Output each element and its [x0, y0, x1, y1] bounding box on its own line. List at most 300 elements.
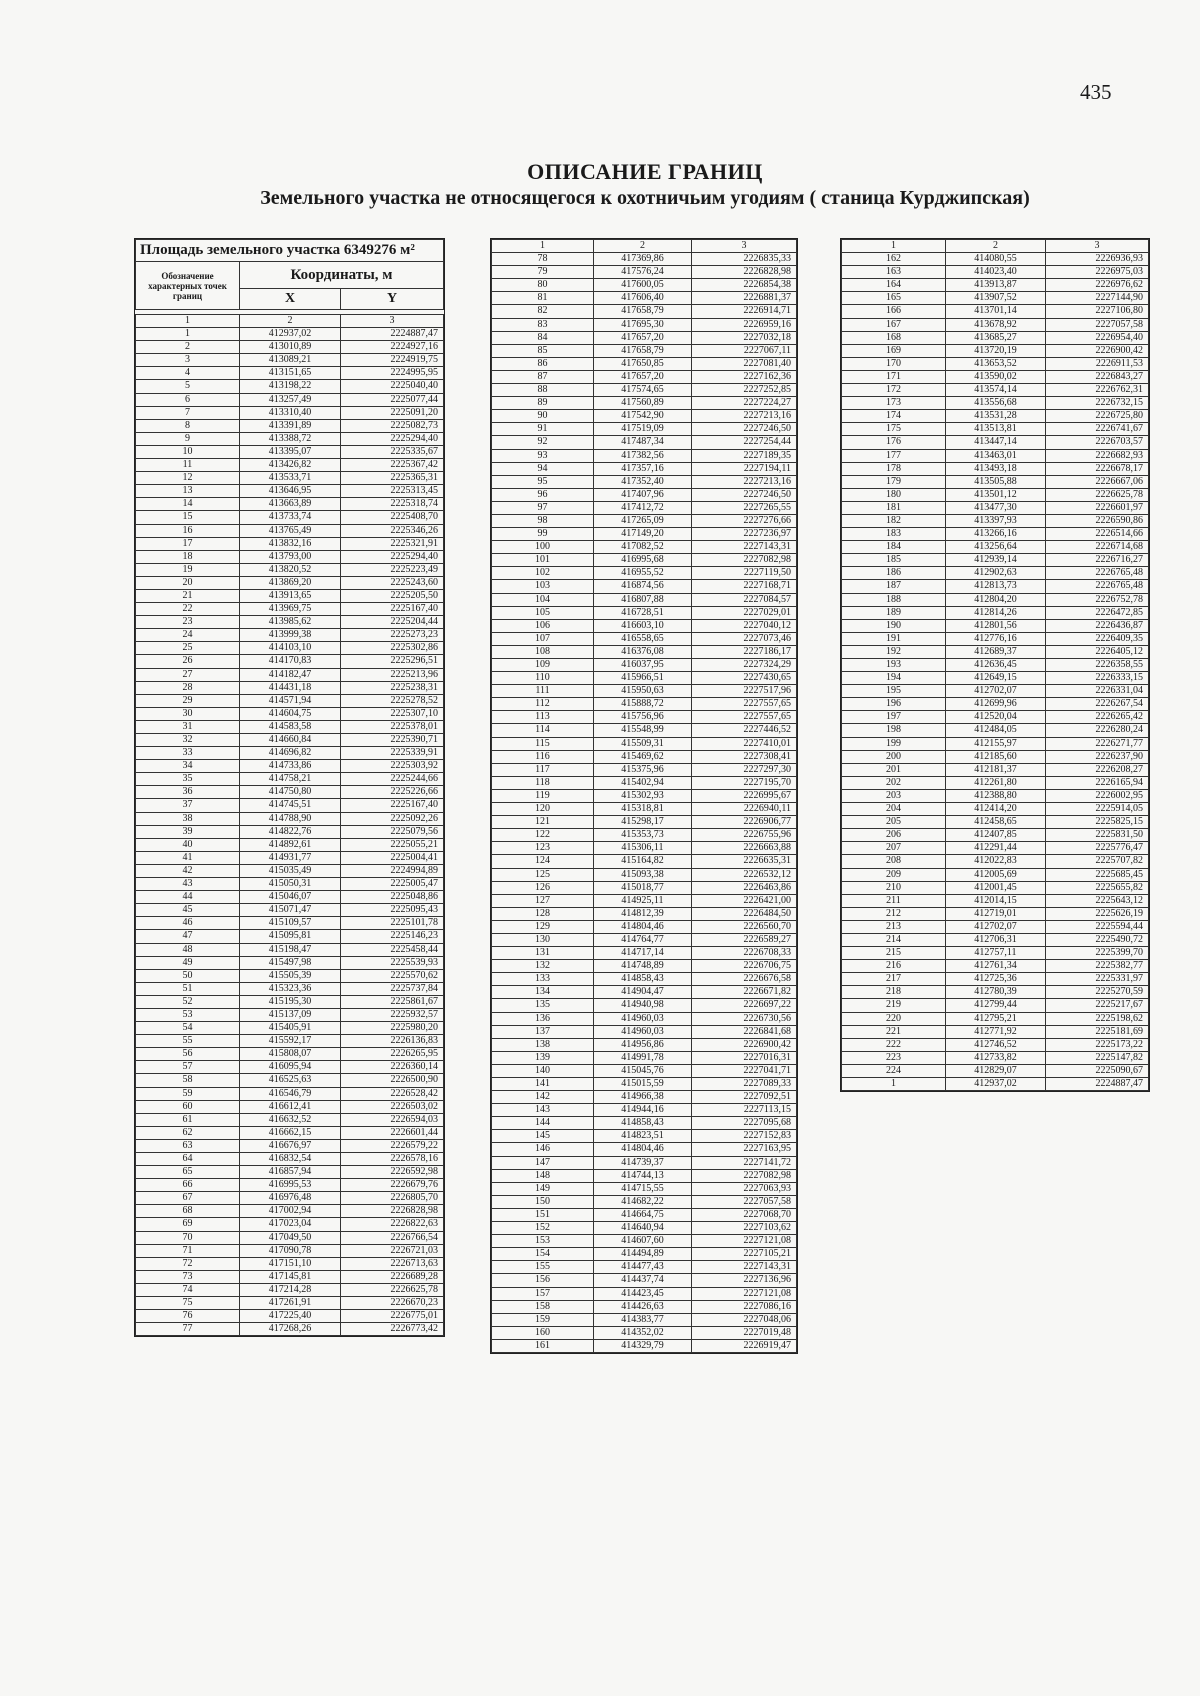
table-row [492, 593, 797, 606]
coord-x: 414717,14 [594, 947, 692, 960]
coord-x: 415298,17 [594, 816, 692, 829]
table-row [136, 524, 444, 537]
coord-y: 2226002,95 [1046, 789, 1149, 802]
point-number: 49 [136, 956, 240, 969]
table-row [842, 580, 1149, 593]
table-row [136, 432, 444, 445]
point-number: 99 [492, 528, 594, 541]
coord-x: 417145,81 [240, 1270, 341, 1283]
point-number: 25 [136, 642, 240, 655]
coord-x: 413198,22 [240, 380, 341, 393]
coord-x: 413151,65 [240, 367, 341, 380]
coord-y: 2227246,50 [692, 423, 797, 436]
coord-x: 414583,58 [240, 720, 341, 733]
table-row [492, 698, 797, 711]
point-number: 156 [492, 1274, 594, 1287]
table-row [136, 459, 444, 472]
coord-x: 414804,46 [594, 920, 692, 933]
coord-y: 2225181,69 [1046, 1025, 1149, 1038]
coord-x: 412458,65 [946, 816, 1046, 829]
coord-x: 415302,93 [594, 789, 692, 802]
point-number: 3 [136, 354, 240, 367]
coord-x: 416546,79 [240, 1087, 341, 1100]
coord-x: 412520,04 [946, 711, 1046, 724]
coord-y: 2226679,76 [341, 1179, 444, 1192]
coord-y: 2227246,50 [692, 488, 797, 501]
point-number: 197 [842, 711, 946, 724]
coord-x: 415323,36 [240, 982, 341, 995]
coord-x: 415950,63 [594, 685, 692, 698]
table-row [492, 475, 797, 488]
coord-x: 417560,89 [594, 397, 692, 410]
coord-x: 412719,01 [946, 907, 1046, 920]
coord-y: 2226594,03 [341, 1113, 444, 1126]
point-number: 26 [136, 655, 240, 668]
coord-y: 2225307,10 [341, 707, 444, 720]
table-row [842, 1078, 1149, 1091]
table-row [842, 606, 1149, 619]
coord-x: 413685,27 [946, 331, 1046, 344]
coord-y: 2225318,74 [341, 498, 444, 511]
area-label: Площадь земельного участка 6349276 м² [136, 240, 444, 262]
coord-y: 2227517,96 [692, 685, 797, 698]
coord-x: 412771,92 [946, 1025, 1046, 1038]
table-row [492, 1313, 797, 1326]
table-row [136, 603, 444, 616]
coord-x: 414660,84 [240, 734, 341, 747]
point-header: Обозначение характерных точек границ [136, 262, 240, 310]
page-number: 435 [1080, 80, 1112, 104]
point-number: 86 [492, 357, 594, 370]
table-row [136, 563, 444, 576]
point-number: 64 [136, 1153, 240, 1166]
coord-x: 412699,96 [946, 698, 1046, 711]
table-row [136, 969, 444, 982]
coord-x: 412185,60 [946, 750, 1046, 763]
coord-x: 414437,74 [594, 1274, 692, 1287]
coord-y: 2227324,29 [692, 659, 797, 672]
coord-x: 412804,20 [946, 593, 1046, 606]
coord-x: 413985,62 [240, 616, 341, 629]
table-row [136, 982, 444, 995]
coordinates-table-1 [134, 238, 445, 1337]
point-number: 114 [492, 724, 594, 737]
point-number: 223 [842, 1051, 946, 1064]
coord-x: 414739,37 [594, 1156, 692, 1169]
coord-y: 2226805,70 [341, 1192, 444, 1205]
table-row [842, 1025, 1149, 1038]
table-row [492, 711, 797, 724]
coord-y: 2226503,02 [341, 1100, 444, 1113]
coord-y: 2226828,98 [692, 266, 797, 279]
point-number: 128 [492, 907, 594, 920]
coord-x: 413391,89 [240, 419, 341, 432]
coord-x: 412780,39 [946, 986, 1046, 999]
coord-x: 416832,54 [240, 1153, 341, 1166]
coord-x: 414023,40 [946, 266, 1046, 279]
page-title: ОПИСАНИЕ ГРАНИЦ [527, 159, 763, 184]
table-row [842, 292, 1149, 305]
coord-x: 416976,48 [240, 1192, 341, 1205]
coord-x: 417657,20 [594, 331, 692, 344]
coord-x: 412291,44 [946, 842, 1046, 855]
point-number: 28 [136, 681, 240, 694]
coord-x: 412937,02 [240, 328, 341, 341]
point-number: 207 [842, 842, 946, 855]
table-row [842, 410, 1149, 423]
coord-y: 2225831,50 [1046, 829, 1149, 842]
table-1-header [135, 239, 444, 310]
table-row [492, 659, 797, 672]
coord-x: 414858,43 [594, 1117, 692, 1130]
coord-y: 2226265,42 [1046, 711, 1149, 724]
table-row [136, 878, 444, 891]
table-row [136, 799, 444, 812]
table-row [492, 907, 797, 920]
table-row [842, 501, 1149, 514]
coord-y: 2226514,66 [1046, 528, 1149, 541]
table-row [492, 763, 797, 776]
coord-x: 417214,28 [240, 1283, 341, 1296]
coord-x: 414745,51 [240, 799, 341, 812]
point-number: 188 [842, 593, 946, 606]
table-row [136, 720, 444, 733]
coord-y: 2226463,86 [692, 881, 797, 894]
point-number: 169 [842, 344, 946, 357]
table-row [842, 776, 1149, 789]
coord-x: 416662,15 [240, 1126, 341, 1139]
coord-x: 414804,46 [594, 1143, 692, 1156]
coord-x: 413426,82 [240, 459, 341, 472]
coord-x: 412388,80 [946, 789, 1046, 802]
coord-y: 2226237,90 [1046, 750, 1149, 763]
coord-x: 413556,68 [946, 397, 1046, 410]
coord-y: 2226421,00 [692, 894, 797, 907]
coord-y: 2226976,62 [1046, 279, 1149, 292]
table-row [492, 292, 797, 305]
point-number: 101 [492, 554, 594, 567]
coord-x: 416376,08 [594, 645, 692, 658]
coord-y: 2225390,71 [341, 734, 444, 747]
point-number: 17 [136, 537, 240, 550]
coord-x: 414571,94 [240, 694, 341, 707]
coord-x: 414182,47 [240, 668, 341, 681]
coord-y: 2226716,27 [1046, 554, 1149, 567]
coord-x: 416612,41 [240, 1100, 341, 1113]
point-number: 153 [492, 1235, 594, 1248]
coord-y: 2227446,52 [692, 724, 797, 737]
point-number: 211 [842, 894, 946, 907]
coord-y: 2226822,63 [341, 1218, 444, 1231]
point-number: 93 [492, 449, 594, 462]
point-number: 16 [136, 524, 240, 537]
coord-y: 2227057,58 [692, 1195, 797, 1208]
coord-x: 412702,07 [946, 685, 1046, 698]
table-row [136, 1192, 444, 1205]
table-row [492, 1038, 797, 1051]
table-row [492, 973, 797, 986]
table-3-body [841, 239, 1149, 1091]
coord-x: 417261,91 [240, 1297, 341, 1310]
table-row [492, 1222, 797, 1235]
coord-x: 414715,55 [594, 1182, 692, 1195]
coord-y: 2227189,35 [692, 449, 797, 462]
column-number-row [136, 315, 444, 328]
table-row [842, 632, 1149, 645]
coord-y: 2227152,83 [692, 1130, 797, 1143]
point-number: 98 [492, 514, 594, 527]
point-number: 154 [492, 1248, 594, 1261]
point-number: 109 [492, 659, 594, 672]
table-row [136, 864, 444, 877]
table-row [136, 1153, 444, 1166]
coord-y: 2225167,40 [341, 799, 444, 812]
table-row [842, 370, 1149, 383]
point-number: 100 [492, 541, 594, 554]
table-row [492, 803, 797, 816]
point-number: 4 [136, 367, 240, 380]
coord-x: 414823,51 [594, 1130, 692, 1143]
coord-x: 413257,49 [240, 393, 341, 406]
coord-y: 2226280,24 [1046, 724, 1149, 737]
table-row [492, 672, 797, 685]
coord-y: 2225238,31 [341, 681, 444, 694]
table-row [492, 1064, 797, 1077]
point-number: 52 [136, 995, 240, 1008]
table-row [136, 393, 444, 406]
table-row [492, 881, 797, 894]
coord-y: 2227254,44 [692, 436, 797, 449]
table-row [842, 894, 1149, 907]
coord-x: 412829,07 [946, 1064, 1046, 1077]
table-row [136, 1231, 444, 1244]
coord-x: 415592,17 [240, 1035, 341, 1048]
coord-x: 415035,49 [240, 864, 341, 877]
coord-y: 2225378,01 [341, 720, 444, 733]
table-row [492, 1051, 797, 1064]
coord-y: 2226775,01 [341, 1310, 444, 1323]
table-row [842, 986, 1149, 999]
table-row [136, 917, 444, 930]
table-row [136, 1205, 444, 1218]
coord-y: 2226697,22 [692, 999, 797, 1012]
coord-x: 414956,86 [594, 1038, 692, 1051]
table-row [136, 812, 444, 825]
table-row [492, 999, 797, 1012]
point-number: 173 [842, 397, 946, 410]
point-number: 7 [136, 406, 240, 419]
coord-x: 415375,96 [594, 763, 692, 776]
coord-y: 2227213,16 [692, 475, 797, 488]
coord-y: 2226773,42 [341, 1323, 444, 1336]
point-number: 161 [492, 1339, 594, 1352]
point-number: 63 [136, 1139, 240, 1152]
point-number: 138 [492, 1038, 594, 1051]
coord-y: 2225273,23 [341, 629, 444, 642]
point-number: 72 [136, 1257, 240, 1270]
coord-y: 2225217,67 [1046, 999, 1149, 1012]
table-row [492, 1078, 797, 1091]
coord-y: 2226703,57 [1046, 436, 1149, 449]
coord-x: 414788,90 [240, 812, 341, 825]
coord-y: 2226472,85 [1046, 606, 1149, 619]
coord-x: 414966,38 [594, 1091, 692, 1104]
coord-y: 2226601,44 [341, 1126, 444, 1139]
coord-x: 416874,56 [594, 580, 692, 593]
point-number: 215 [842, 947, 946, 960]
coord-y: 2225147,82 [1046, 1051, 1149, 1064]
coord-y: 2225077,44 [341, 393, 444, 406]
point-number: 145 [492, 1130, 594, 1143]
coord-x: 414758,21 [240, 773, 341, 786]
table-row [842, 279, 1149, 292]
table-row [842, 1051, 1149, 1064]
table-row [492, 986, 797, 999]
point-number: 84 [492, 331, 594, 344]
coord-x: 412801,56 [946, 619, 1046, 632]
point-number: 111 [492, 685, 594, 698]
coord-x: 413733,74 [240, 511, 341, 524]
point-number: 135 [492, 999, 594, 1012]
table-2-body [491, 239, 797, 1353]
table-row [136, 1035, 444, 1048]
coord-y: 2227195,70 [692, 776, 797, 789]
coord-y: 2226995,67 [692, 789, 797, 802]
coord-x: 416095,94 [240, 1061, 341, 1074]
coord-y: 2226843,27 [1046, 370, 1149, 383]
point-number: 168 [842, 331, 946, 344]
table-row [136, 629, 444, 642]
point-number: 61 [136, 1113, 240, 1126]
point-number: 1 [842, 1078, 946, 1091]
table-row [492, 370, 797, 383]
point-number: 174 [842, 410, 946, 423]
point-number: 212 [842, 907, 946, 920]
point-number: 89 [492, 397, 594, 410]
coord-x: 416728,51 [594, 606, 692, 619]
coord-x: 417352,40 [594, 475, 692, 488]
table-row [842, 855, 1149, 868]
point-number: 105 [492, 606, 594, 619]
point-number: 122 [492, 829, 594, 842]
point-number: 22 [136, 603, 240, 616]
table-row [842, 488, 1149, 501]
coord-x: 412636,45 [946, 659, 1046, 672]
point-number: 69 [136, 1218, 240, 1231]
coord-x: 417082,52 [594, 541, 692, 554]
table-row [842, 711, 1149, 724]
table-row [136, 891, 444, 904]
table-row [842, 318, 1149, 331]
coord-y: 2226405,12 [1046, 645, 1149, 658]
coord-y: 2225490,72 [1046, 933, 1149, 946]
coord-y: 2226267,54 [1046, 698, 1149, 711]
point-number: 155 [492, 1261, 594, 1274]
coord-x: 417407,96 [594, 488, 692, 501]
coord-y: 2226136,83 [341, 1035, 444, 1048]
table-row [136, 485, 444, 498]
table-row [136, 472, 444, 485]
coord-x: 417412,72 [594, 501, 692, 514]
coord-x: 417542,90 [594, 410, 692, 423]
table-row [842, 920, 1149, 933]
point-number: 67 [136, 1192, 240, 1205]
coord-y: 2225776,47 [1046, 842, 1149, 855]
table-row [842, 436, 1149, 449]
point-number: 60 [136, 1100, 240, 1113]
coord-y: 2226208,27 [1046, 763, 1149, 776]
table-row [492, 1274, 797, 1287]
coord-x: 415353,73 [594, 829, 692, 842]
coord-y: 2225594,44 [1046, 920, 1149, 933]
coord-y: 2226560,70 [692, 920, 797, 933]
table-row [492, 606, 797, 619]
table-row [136, 380, 444, 393]
coord-y: 2226721,03 [341, 1244, 444, 1257]
coord-x: 414696,82 [240, 747, 341, 760]
table-row [492, 344, 797, 357]
coord-y: 2227019,48 [692, 1326, 797, 1339]
point-number: 91 [492, 423, 594, 436]
table-row [136, 668, 444, 681]
point-number: 185 [842, 554, 946, 567]
table-row [136, 1008, 444, 1021]
point-number: 217 [842, 973, 946, 986]
point-number: 190 [842, 619, 946, 632]
table-row [842, 397, 1149, 410]
coord-y: 2227106,80 [1046, 305, 1149, 318]
table-row [136, 707, 444, 720]
coord-y: 2226713,63 [341, 1257, 444, 1270]
table-row [136, 1087, 444, 1100]
coord-y: 2226854,38 [692, 279, 797, 292]
table-row [492, 1248, 797, 1261]
coord-y: 2225643,12 [1046, 894, 1149, 907]
table-row [842, 789, 1149, 802]
coord-x: 415469,62 [594, 750, 692, 763]
column-number: 1 [136, 315, 240, 328]
point-number: 39 [136, 825, 240, 838]
coord-y: 2227086,16 [692, 1300, 797, 1313]
point-number: 121 [492, 816, 594, 829]
table-row [842, 659, 1149, 672]
coord-y: 2226828,98 [341, 1205, 444, 1218]
coord-x: 417658,79 [594, 344, 692, 357]
table-row [492, 514, 797, 527]
point-number: 14 [136, 498, 240, 511]
coord-x: 413531,28 [946, 410, 1046, 423]
coord-x: 414748,89 [594, 960, 692, 973]
point-number: 132 [492, 960, 594, 973]
coord-x: 414733,86 [240, 760, 341, 773]
coord-x: 414383,77 [594, 1313, 692, 1326]
coord-y: 2225331,97 [1046, 973, 1149, 986]
table-row [492, 397, 797, 410]
point-number: 85 [492, 344, 594, 357]
coord-x: 414640,94 [594, 1222, 692, 1235]
coord-x: 412689,37 [946, 645, 1046, 658]
coord-x: 412799,44 [946, 999, 1046, 1012]
point-number: 178 [842, 462, 946, 475]
coord-y: 2225914,05 [1046, 803, 1149, 816]
table-row [492, 384, 797, 397]
coord-x: 413765,49 [240, 524, 341, 537]
table-row [842, 816, 1149, 829]
point-number: 206 [842, 829, 946, 842]
coord-x: 417225,40 [240, 1310, 341, 1323]
coord-x: 413505,88 [946, 475, 1046, 488]
coord-x: 417357,16 [594, 462, 692, 475]
